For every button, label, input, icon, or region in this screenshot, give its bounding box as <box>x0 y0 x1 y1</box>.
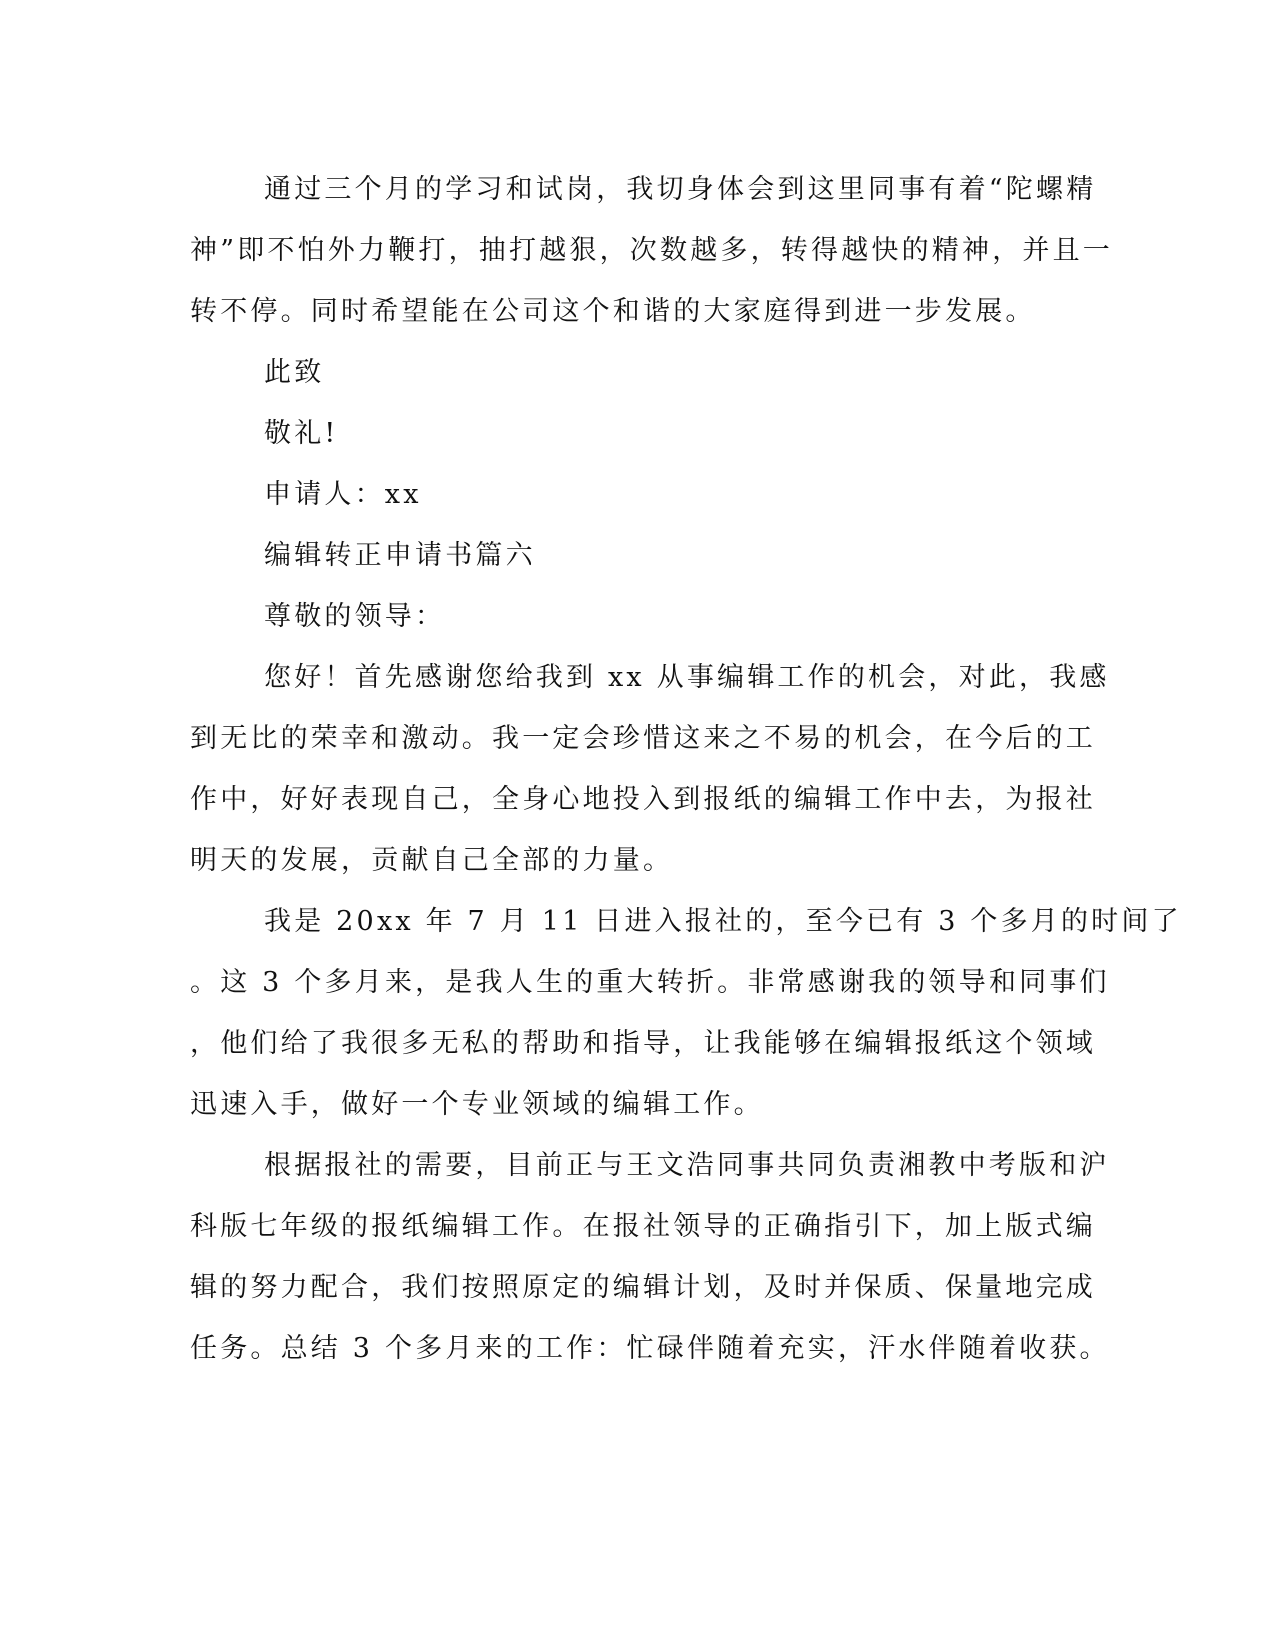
paragraph-line: 我是 20xx 年 7 月 11 日进入报社的，至今已有 3 个多月的时间了 <box>264 906 1182 937</box>
applicant-line: 申请人：xx <box>264 479 422 510</box>
paragraph-line: 转不停。同时希望能在公司这个和谐的大家庭得到进一步发展。 <box>190 296 1036 327</box>
paragraph-line: 科版七年级的报纸编辑工作。在报社领导的正确指引下，加上版式编 <box>190 1211 1096 1242</box>
paragraph-line: 作中，好好表现自己，全身心地投入到报纸的编辑工作中去，为报社 <box>190 784 1096 815</box>
paragraph-line: 通过三个月的学习和试岗，我切身体会到这里同事有着“陀螺精 <box>264 174 1097 205</box>
paragraph-line: 根据报社的需要，目前正与王文浩同事共同负责湘教中考版和沪 <box>264 1150 1110 1181</box>
section-title: 编辑转正申请书篇六 <box>264 540 536 571</box>
paragraph-line: 神”即不怕外力鞭打，抽打越狠，次数越多，转得越快的精神，并且一 <box>190 235 1114 266</box>
paragraph-line: 您好！首先感谢您给我到 xx 从事编辑工作的机会，对此，我感 <box>264 662 1110 693</box>
closing-line: 此致 <box>264 357 325 388</box>
paragraph-line: 辑的努力配合，我们按照原定的编辑计划，及时并保质、保量地完成 <box>190 1272 1096 1303</box>
salutation-line: 尊敬的领导： <box>264 601 446 632</box>
paragraph-line: 任务。总结 3 个多月来的工作：忙碌伴随着充实，汗水伴随着收获。 <box>190 1333 1110 1364</box>
paragraph-line: 明天的发展，贡献自己全部的力量。 <box>190 845 674 876</box>
closing-salute: 敬礼! <box>264 418 339 449</box>
paragraph-line: ，他们给了我很多无私的帮助和指导，让我能够在编辑报纸这个领域 <box>190 1028 1096 1059</box>
paragraph-line: 。这 3 个多月来，是我人生的重大转折。非常感谢我的领导和同事们 <box>190 967 1110 998</box>
paragraph-line: 到无比的荣幸和激动。我一定会珍惜这来之不易的机会，在今后的工 <box>190 723 1096 754</box>
paragraph-line: 迅速入手，做好一个专业领域的编辑工作。 <box>190 1089 764 1120</box>
